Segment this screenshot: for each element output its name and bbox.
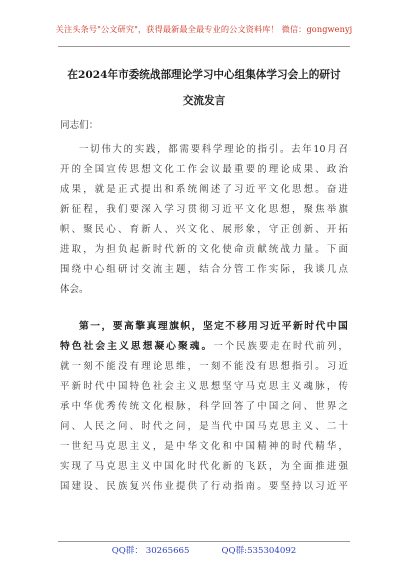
paragraph-1-line: 新征程，我们要深入学习贯彻习近平文化思想，聚焦举旗 bbox=[60, 204, 348, 215]
paragraph-2-heading-line-2 bbox=[60, 337, 348, 357]
footer-divider bbox=[58, 541, 350, 542]
paragraph-1-line: 体会。 bbox=[60, 284, 89, 295]
paragraph-1-line: 一切伟大的实践，都需要科学理论的指引。去年10月召 bbox=[79, 144, 348, 155]
paragraph-1-line: 进取，为担负起新时代新的文化使命贡献统战力量。下面 bbox=[60, 244, 348, 255]
paragraph-2-heading-bold: 特色社会主义思想凝心聚魂。 bbox=[60, 341, 214, 352]
footer bbox=[0, 544, 408, 556]
paragraph-1-line: 围绕中心组研讨交流主题，结合分管工作实际，我谈几点 bbox=[60, 264, 348, 275]
paragraph-2 bbox=[60, 317, 348, 497]
salutation: 同志们： bbox=[60, 120, 99, 131]
paragraph-2-line: 国建设、民族复兴伟业提供了行动指南。要坚持以习近平 bbox=[60, 481, 348, 492]
header-divider bbox=[58, 46, 350, 47]
paragraph-1-line: 帜、聚民心、育新人、兴文化、展形象，守正创新、开拓 bbox=[60, 224, 348, 235]
paragraph-1-line: 开的全国宣传思想文化工作会议最重要的理论成果、政治 bbox=[60, 164, 348, 175]
document-title-line-1: 在2024年市委统战部理论学习中心组集体学习会上的研讨 bbox=[67, 69, 341, 81]
footer-qq-group-1: QQ群： 30265665 bbox=[111, 546, 190, 556]
paragraph-2-line: 就一刻不能没有理论思维，一刻不能没有思想指引。习近 bbox=[60, 361, 348, 372]
paragraph-2-heading-line-1: 第一，要高擎真理旗帜，坚定不移用习近平新时代中国 bbox=[79, 321, 348, 332]
paragraph-2-line: 平新时代中国特色社会主义思想坚守马克思主义魂脉，传 bbox=[60, 381, 348, 392]
paragraph-2-line: 一世纪马克思主义，是中华文化和中国精神的时代精华， bbox=[60, 441, 348, 452]
document-title-line-2: 交流发言 bbox=[182, 95, 226, 107]
paragraph-1-line: 成果，就是正式提出和系统阐述了习近平文化思想。奋进 bbox=[60, 184, 348, 195]
paragraph-2-heading-rest: 一个民族要走在时代前列， bbox=[213, 341, 348, 352]
paragraph-2-line: 实现了马克思主义中国化时代化新的飞跃，为全面推进强 bbox=[60, 461, 348, 472]
paragraph-2-line: 承中华优秀传统文化根脉，科学回答了中国之问、世界之 bbox=[60, 401, 348, 412]
header-banner: 关注头条号"公文研究"，获得最新最全最专业的公文资料库！ 微信：gongwenyj bbox=[55, 24, 353, 34]
paragraph-2-line: 问、人民之问、时代之问，是当代中国马克思主义、二十 bbox=[60, 421, 348, 432]
footer-qq-group-2: QQ群:535304092 bbox=[221, 546, 297, 556]
paragraph-1 bbox=[60, 140, 348, 300]
